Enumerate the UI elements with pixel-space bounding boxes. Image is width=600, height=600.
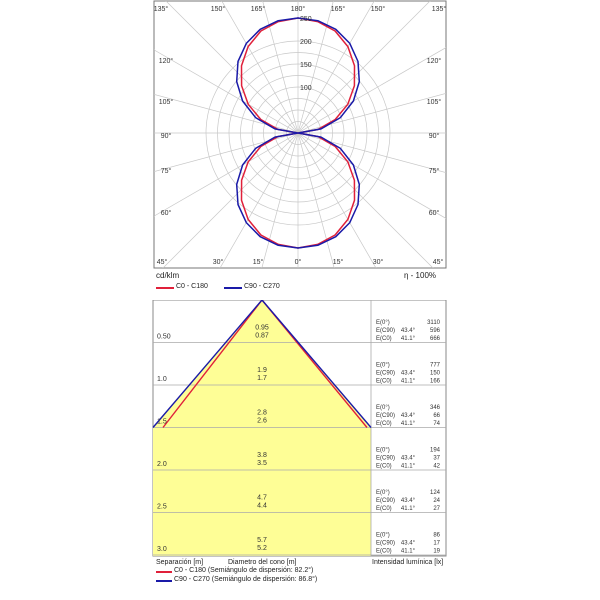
row-illuminance-value: 596 <box>429 328 440 334</box>
row-diameter-c90: 3.5 <box>257 460 267 467</box>
row-illuminance-label: E(0°) <box>376 490 390 496</box>
angle-label-bottom: 30° <box>212 259 224 266</box>
polar-unit-label: cd/klm <box>156 271 180 280</box>
cone-legend-label-c90: C90 - C270 (Semiángulo de dispersión: 86.8°) <box>174 576 318 583</box>
angle-label-corner: 45° <box>432 259 444 266</box>
angle-label-top: 135° <box>431 6 447 13</box>
angle-label-right: 105° <box>426 99 442 106</box>
row-distance-label: 0.50 <box>157 333 171 341</box>
cone-diagram <box>0 300 600 600</box>
angle-label-top: 150° <box>370 6 386 13</box>
row-illuminance-value: 194 <box>429 447 440 454</box>
radial-tick-label: 250 <box>300 16 312 23</box>
row-diameter-c90: 5.2 <box>257 545 267 552</box>
angle-label-left: 75° <box>160 168 172 175</box>
row-illuminance-value: 74 <box>433 421 440 427</box>
row-illuminance-value: 166 <box>429 378 440 385</box>
angle-label-left: 105° <box>158 99 174 106</box>
row-illuminance-value: 19 <box>433 548 440 555</box>
angle-label-left: 120° <box>158 58 174 65</box>
row-diameter-c0: 5.7 <box>257 537 267 544</box>
row-illuminance-value: 24 <box>433 498 440 504</box>
row-illuminance-angle: 41.1° <box>400 378 415 385</box>
row-illuminance-angle: 41.1° <box>400 506 415 512</box>
row-illuminance-angle: 43.4° <box>400 498 415 504</box>
row-diameter-c90: 2.6 <box>257 417 267 425</box>
row-illuminance-value: 124 <box>429 490 440 496</box>
row-diameter-c0: 3.8 <box>257 452 267 459</box>
row-illuminance-angle: 43.4° <box>400 413 415 419</box>
angle-label-right: 90° <box>428 133 440 140</box>
row-illuminance-angle: 41.1° <box>400 421 415 427</box>
row-diameter-c90: 0.87 <box>255 332 269 340</box>
row-distance-label: 2.5 <box>157 503 167 511</box>
row-illuminance-label: E(C90) <box>376 498 396 504</box>
row-illuminance-label: E(C0) <box>376 336 392 342</box>
row-illuminance-label: E(C90) <box>376 328 396 334</box>
row-illuminance-angle: 41.1° <box>400 463 415 470</box>
row-illuminance-angle: 41.1° <box>400 336 415 342</box>
cone-legend-label-c0: C0 - C180 (Semiángulo de dispersión: 82.2°) <box>174 567 314 574</box>
row-illuminance-value: 3110 <box>427 320 440 326</box>
row-illuminance-label: E(0°) <box>376 362 390 369</box>
row-illuminance-value: 346 <box>429 405 440 411</box>
footer-separation: Separación [m] <box>156 559 204 566</box>
row-diameter-c0: 1.9 <box>257 367 267 374</box>
cone-grid <box>153 300 446 556</box>
row-illuminance-value: 150 <box>429 370 440 377</box>
row-illuminance-label: E(C90) <box>376 413 396 419</box>
row-illuminance-value: 37 <box>433 455 440 462</box>
angle-label-right: 120° <box>426 58 442 65</box>
row-illuminance-label: E(C0) <box>376 378 392 385</box>
angle-label-left: 90° <box>160 133 172 140</box>
angle-label-bottom: 15° <box>332 259 344 266</box>
row-illuminance-angle: 43.4° <box>400 455 415 462</box>
angle-label-top: 150° <box>210 6 226 13</box>
angle-label-left: 60° <box>160 210 172 217</box>
row-illuminance-label: E(C90) <box>376 370 396 377</box>
angle-label-top: 165° <box>330 6 346 13</box>
cone-legend-line-c0 <box>156 571 172 573</box>
row-diameter-c0: 4.7 <box>257 494 267 502</box>
row-illuminance-value: 777 <box>429 362 440 369</box>
angle-label-top: 135° <box>153 6 169 13</box>
row-illuminance-label: E(0°) <box>376 447 390 454</box>
row-illuminance-angle: 43.4° <box>400 540 415 547</box>
row-distance-label: 1.5 <box>157 418 167 426</box>
efficiency-label: η - 100% <box>404 271 437 280</box>
legend-label-c0: C0 - C180 <box>176 283 208 290</box>
radial-tick-label: 200 <box>300 39 312 46</box>
legend-label-c90: C90 - C270 <box>244 283 280 290</box>
row-illuminance-label: E(C0) <box>376 421 392 427</box>
radial-tick-label: 100 <box>300 85 312 92</box>
row-illuminance-value: 86 <box>433 532 440 539</box>
angle-label-bottom: 15° <box>252 259 264 266</box>
row-illuminance-label: E(C90) <box>376 540 396 547</box>
row-illuminance-label: E(0°) <box>376 405 390 411</box>
row-illuminance-angle: 43.4° <box>400 328 415 334</box>
angle-label-corner: 45° <box>156 259 168 266</box>
angle-label-bottom: 0° <box>294 259 302 266</box>
angle-label-right: 75° <box>428 168 440 175</box>
row-distance-label: 3.0 <box>157 546 167 553</box>
row-illuminance-value: 666 <box>429 336 440 342</box>
row-illuminance-label: E(C90) <box>376 455 396 462</box>
row-diameter-c90: 1.7 <box>257 375 267 382</box>
angle-label-top: 165° <box>250 6 266 13</box>
row-illuminance-angle: 43.4° <box>400 370 415 377</box>
row-illuminance-value: 66 <box>433 413 440 419</box>
row-illuminance-value: 17 <box>433 540 440 547</box>
footer-diameter: Diametro del cono [m] <box>228 559 297 566</box>
row-illuminance-label: E(C0) <box>376 548 392 555</box>
row-diameter-c0: 0.95 <box>255 324 269 332</box>
row-diameter-c0: 2.8 <box>257 409 267 417</box>
row-distance-label: 2.0 <box>157 461 167 468</box>
angle-label-bottom: 30° <box>372 259 384 266</box>
radial-tick-label: 150 <box>300 62 312 69</box>
row-distance-label: 1.0 <box>157 376 167 383</box>
row-illuminance-label: E(C0) <box>376 463 392 470</box>
row-illuminance-value: 27 <box>433 506 440 512</box>
legend-line-c90 <box>224 287 242 289</box>
legend-line-c0 <box>156 287 174 289</box>
row-diameter-c90: 4.4 <box>257 502 267 510</box>
footer-intensity: Intensidad lumínica [lx] <box>372 559 444 566</box>
angle-label-right: 60° <box>428 210 440 217</box>
angle-label-top: 180° <box>290 6 306 13</box>
row-illuminance-label: E(C0) <box>376 506 392 512</box>
row-illuminance-angle: 41.1° <box>400 548 415 555</box>
cone-legend-line-c90 <box>156 580 172 582</box>
row-illuminance-label: E(0°) <box>376 320 390 326</box>
row-illuminance-label: E(0°) <box>376 532 390 539</box>
row-illuminance-value: 42 <box>433 463 440 470</box>
